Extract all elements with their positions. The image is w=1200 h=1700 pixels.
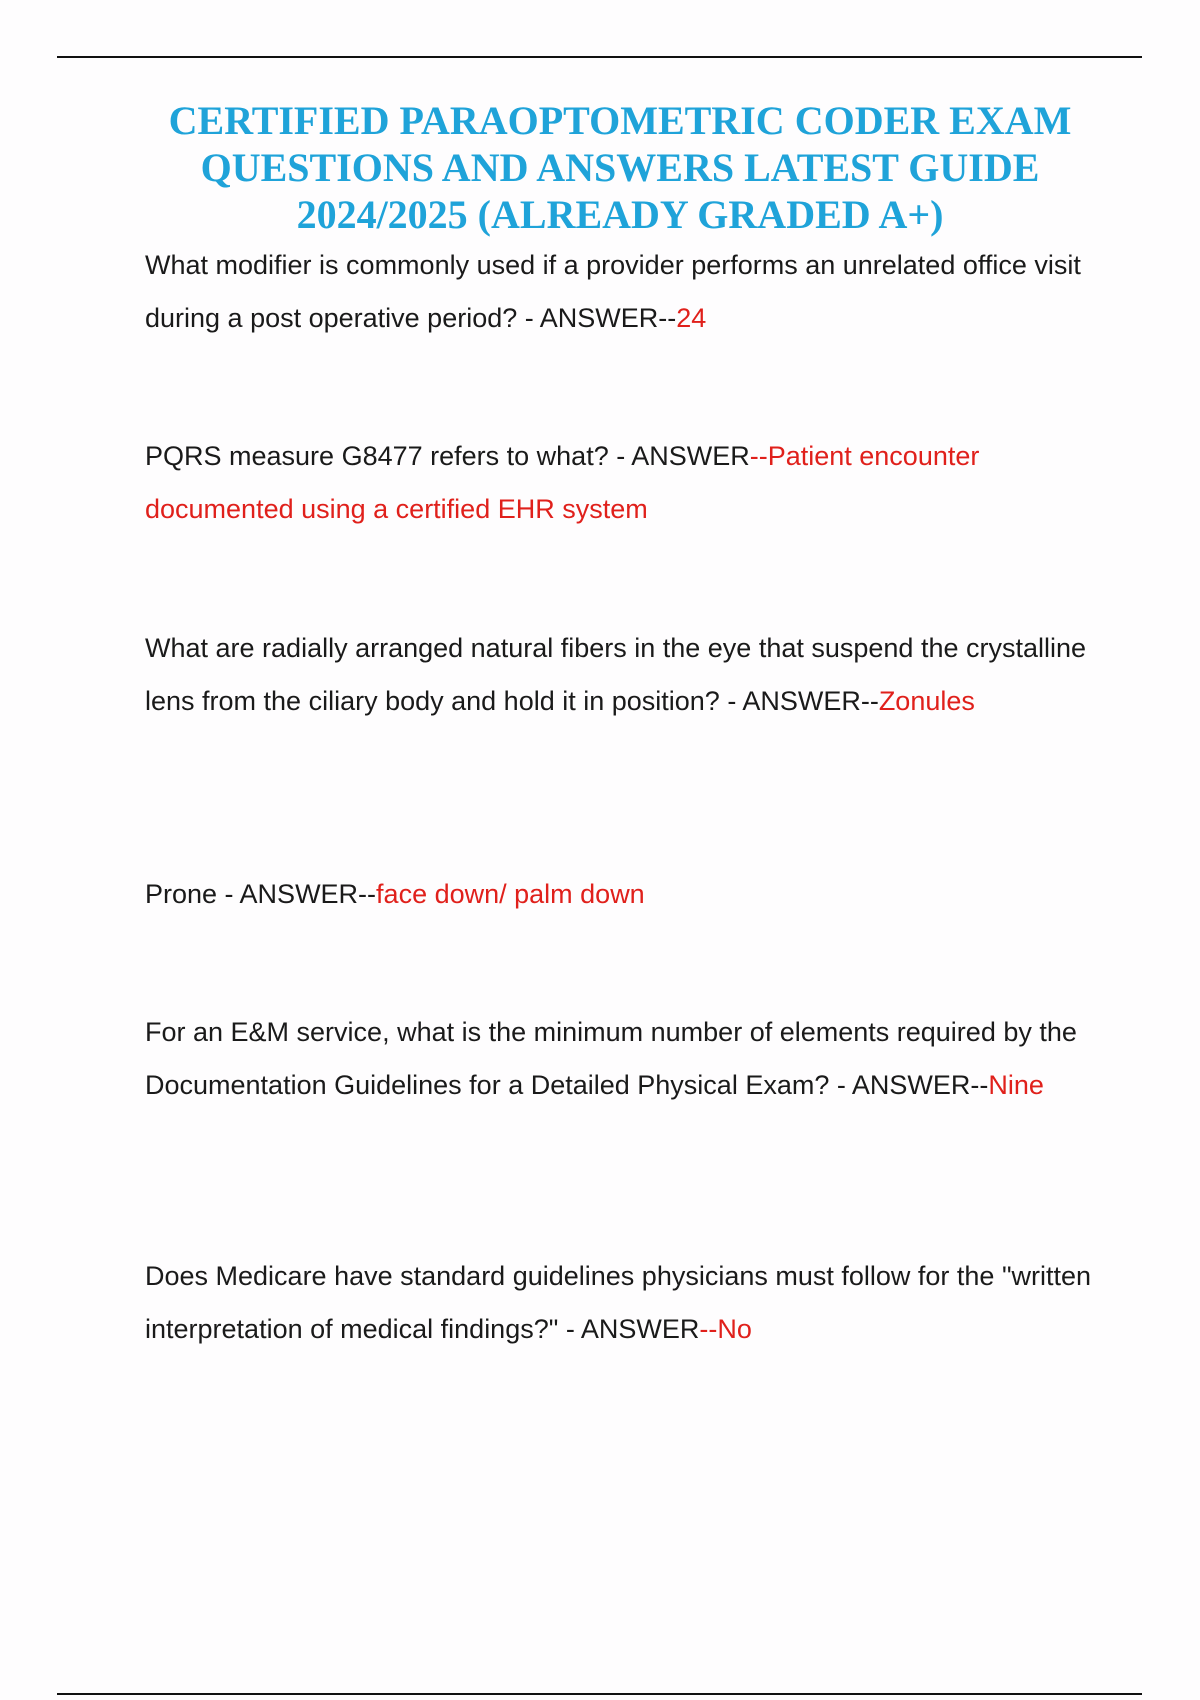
qa-item-1	[145, 239, 1105, 344]
answer-text: Nine	[988, 1069, 1044, 1100]
answer-marker: --	[749, 441, 768, 471]
question-text: Prone - ANSWER--	[145, 879, 377, 909]
question-text: Does Medicare have standard guidelines physicians must follow for the "written interpretation of medical findings?" - ANSWER	[145, 1261, 1092, 1344]
bottom-divider	[57, 1693, 1142, 1695]
question-text: What are radially arranged natural fibers in the eye that suspend the crystalline lens from the ciliary body and hold it in position? - ANSWER--	[145, 633, 1087, 716]
qa-item-6	[145, 1250, 1105, 1355]
question-text: What modifier is commonly used if a provider performs an unrelated office visit during a post operative period? - ANSWER--	[145, 250, 1081, 333]
document-title	[100, 97, 1140, 238]
qa-item-4	[145, 868, 1105, 921]
answer-marker: --	[699, 1313, 718, 1344]
title-line-2: QUESTIONS AND ANSWERS LATEST GUIDE	[200, 144, 1040, 190]
qa-item-2	[145, 430, 1105, 535]
title-line-3: 2024/2025 (ALREADY GRADED A+)	[296, 191, 944, 237]
answer-text: face down/ palm down	[376, 879, 645, 909]
answer-text: Zonules	[878, 685, 975, 716]
answer-text: 24	[676, 302, 707, 333]
question-text: PQRS measure G8477 refers to what? - ANSWER	[145, 441, 750, 471]
answer-text: No	[717, 1313, 752, 1344]
qa-item-5	[145, 1006, 1105, 1111]
qa-item-3	[145, 622, 1105, 727]
top-divider	[57, 56, 1142, 58]
answer-text: Patient encounter documented using a certified EHR system	[145, 441, 980, 524]
question-text: For an E&M service, what is the minimum number of elements required by the Documentation Guidelines for a Detailed Physical Exam? - ANSWER--	[145, 1017, 1077, 1100]
title-line-1: CERTIFIED PARAOPTOMETRIC CODER EXAM	[168, 97, 1072, 143]
